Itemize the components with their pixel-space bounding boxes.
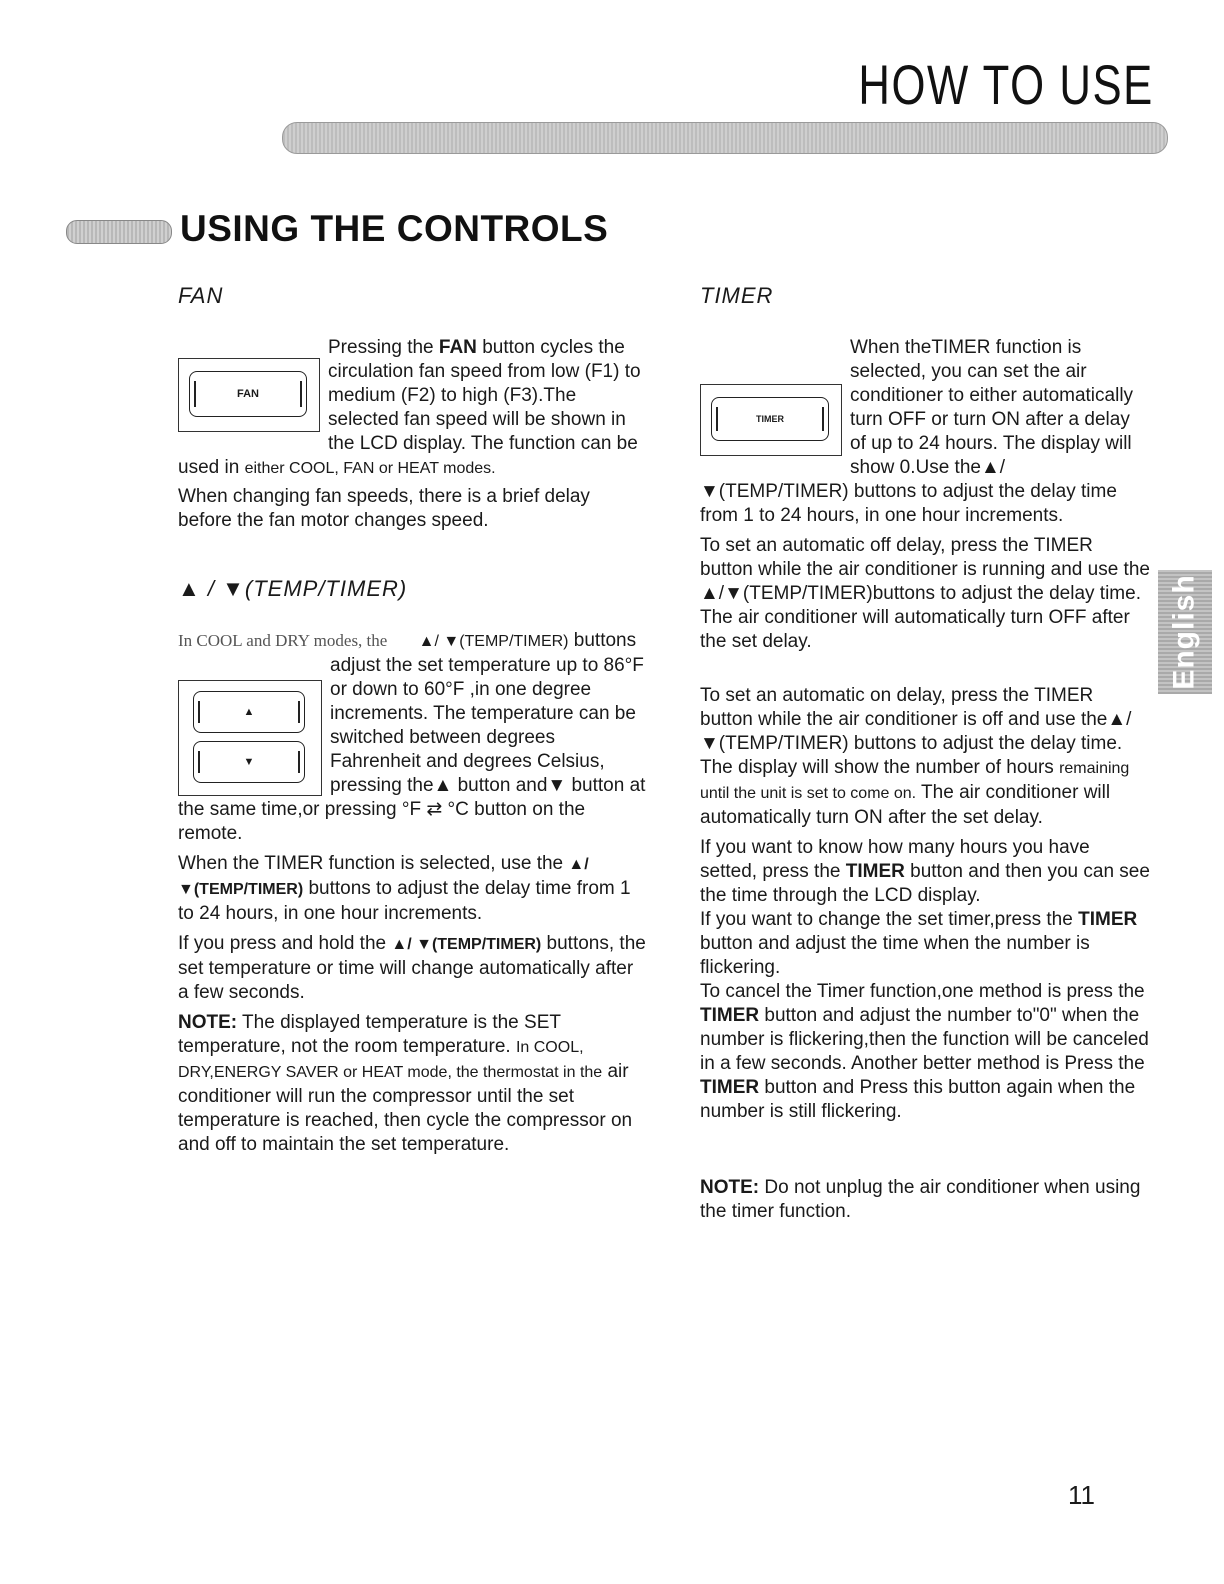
temp-note-text-b: air conditioner will run the compressor until the set temperature is reached, then cycle the compressor on and off to maintain the set temperature. [178, 1061, 633, 1155]
page-header-title: HOW TO USE [858, 53, 1154, 116]
section-marker-pill [66, 220, 172, 244]
fan-button-label: FAN [237, 388, 259, 400]
timer-paragraph-7 [700, 980, 1150, 1124]
timer-paragraph-4 [700, 756, 1150, 830]
temp-note-label: NOTE: [178, 1012, 238, 1033]
timer-p7-text-c: button and Press this button again when the number is still flickering. [700, 1077, 1136, 1122]
timer-p7-bold-2: TIMER [700, 1077, 760, 1098]
timer-p7-text-a: To cancel the Timer function,one method is press the [700, 981, 1145, 1002]
temp-p1-text: buttons adjust the set temperature up to 86°F or down to 60°F ,in one degree increments. The temperature can be switched between degrees Fahrenheit and degrees Celsius, pressing the▲ button and▼ button at the same time,or pressing °F ⇄ °C button on the remote. [178, 630, 646, 844]
timer-p5-bold: TIMER [845, 861, 905, 882]
fan-p1-bold: FAN [438, 337, 477, 358]
fan-heading: FAN [178, 283, 224, 308]
timer-button-icon [711, 397, 829, 441]
up-button-icon [193, 691, 305, 733]
section-title: USING THE CONTROLS [180, 208, 609, 249]
timer-paragraph-3: To set an automatic on delay, press the TIMER button while the air conditioner is off and use the▲/▼(TEMP/TIMER) buttons to adjust the delay time. [700, 685, 1132, 754]
language-side-tab-label: English [1168, 574, 1201, 690]
temp-p3-text-a: If you press and hold the [178, 933, 392, 954]
fan-button-icon [189, 371, 307, 417]
fan-paragraph-1 [178, 336, 648, 481]
temp-paragraph-2 [178, 852, 648, 926]
left-column [178, 280, 648, 1157]
temp-p2-bold: ▲/ ▼(TEMP/TIMER) [178, 856, 589, 898]
temp-buttons-illustration [178, 680, 322, 796]
right-column [700, 280, 1150, 1224]
temp-note [178, 1011, 648, 1157]
temp-paragraph-3 [178, 932, 648, 1005]
timer-p5-text-a: If you want to know how many hours you have setted, press the [700, 837, 1090, 882]
timer-p4-text-a: The display will show the number of hours [700, 757, 1060, 778]
timer-p6-bold: TIMER [1078, 909, 1138, 930]
temp-timer-heading: ▲ / ▼(TEMP/TIMER) [178, 576, 408, 601]
temp-p1-arrows: ▲/ ▼(TEMP/TIMER) [418, 633, 569, 650]
timer-button-label: TIMER [756, 414, 784, 424]
timer-p1-text: When theTIMER function is selected, you can set the air conditioner to either automatically turn OFF or turn ON after a delay of up to 24 hours. The display will show 0.Use the▲/▼(TEMP/TIMER) buttons to adjust the delay time from 1 to 24 hours, in one hour increments. [700, 337, 1134, 526]
temp-p2-text-b: buttons to adjust the delay time from 1 to 24 hours, in one hour increments. [178, 878, 631, 924]
timer-paragraph-5 [700, 836, 1150, 908]
down-button-icon [193, 741, 305, 783]
timer-p6-text-a: If you want to change the set timer,press the [700, 909, 1079, 930]
timer-heading: TIMER [700, 283, 774, 308]
timer-button-illustration [700, 384, 842, 456]
timer-paragraph-6 [700, 908, 1150, 980]
down-arrow-icon: ▼ [243, 756, 255, 768]
timer-note [700, 1176, 1150, 1224]
temp-paragraph-1 [178, 629, 648, 846]
timer-note-label: NOTE: [700, 1177, 760, 1198]
timer-p5-text-b: button and then you can see the time through the LCD display. [700, 861, 1150, 906]
temp-note-text-a: The displayed temperature is the SET temperature, not the room temperature. [178, 1012, 561, 1057]
temp-p3-bold: ▲/ ▼(TEMP/TIMER) [391, 936, 542, 953]
timer-p6-text-b: button and adjust the time when the number is flickering. [700, 933, 1090, 978]
timer-p7-bold: TIMER [700, 1005, 760, 1026]
timer-paragraph-2: To set an automatic off delay, press the TIMER button while the air conditioner is running and use the ▲/▼(TEMP/TIMER)buttons to adjust the delay time. The air conditioner will automatically turn OFF after the set delay. [700, 535, 1150, 652]
header-decorative-bar [282, 122, 1168, 154]
page-number: 11 [1068, 1480, 1095, 1510]
timer-p4-small-text: remaining until the unit is set to come on. [700, 760, 1130, 802]
fan-p1-text-b: button cycles the circulation fan speed from low (F1) to medium (F2) to high (F3).The selected fan speed will be shown in the LCD display. The function can be used in [178, 337, 641, 478]
temp-p1-serif-text: In COOL and DRY modes, the [178, 631, 388, 650]
fan-p1-text-a: Pressing the [328, 337, 439, 358]
fan-button-illustration [178, 358, 320, 432]
timer-paragraph-1 [700, 336, 1150, 528]
fan-paragraph-2: When changing fan speeds, there is a brief delay before the fan motor changes speed. [178, 486, 590, 531]
timer-p7-text-b: button and adjust the number to"0" when the number is flickering,then the function will be canceled in a few seconds. Another better method is Press the [700, 1005, 1149, 1074]
temp-p2-text-a: When the TIMER function is selected, use the [178, 853, 564, 874]
temp-note-small-text: In COOL, DRY,ENERGY SAVER or HEAT mode, the thermostat in the [178, 1039, 603, 1081]
timer-p4-text-b: The air conditioner will automatically turn ON after the set delay. [700, 782, 1111, 828]
timer-note-text: Do not unplug the air conditioner when using the timer function. [700, 1177, 1141, 1222]
language-side-tab [1158, 570, 1212, 694]
temp-p3-text-b: buttons, the set temperature or time will change automatically after a few seconds. [178, 933, 646, 1003]
up-arrow-icon: ▲ [243, 706, 255, 718]
fan-p1-small-text: either COOL, FAN or HEAT modes. [244, 460, 496, 477]
